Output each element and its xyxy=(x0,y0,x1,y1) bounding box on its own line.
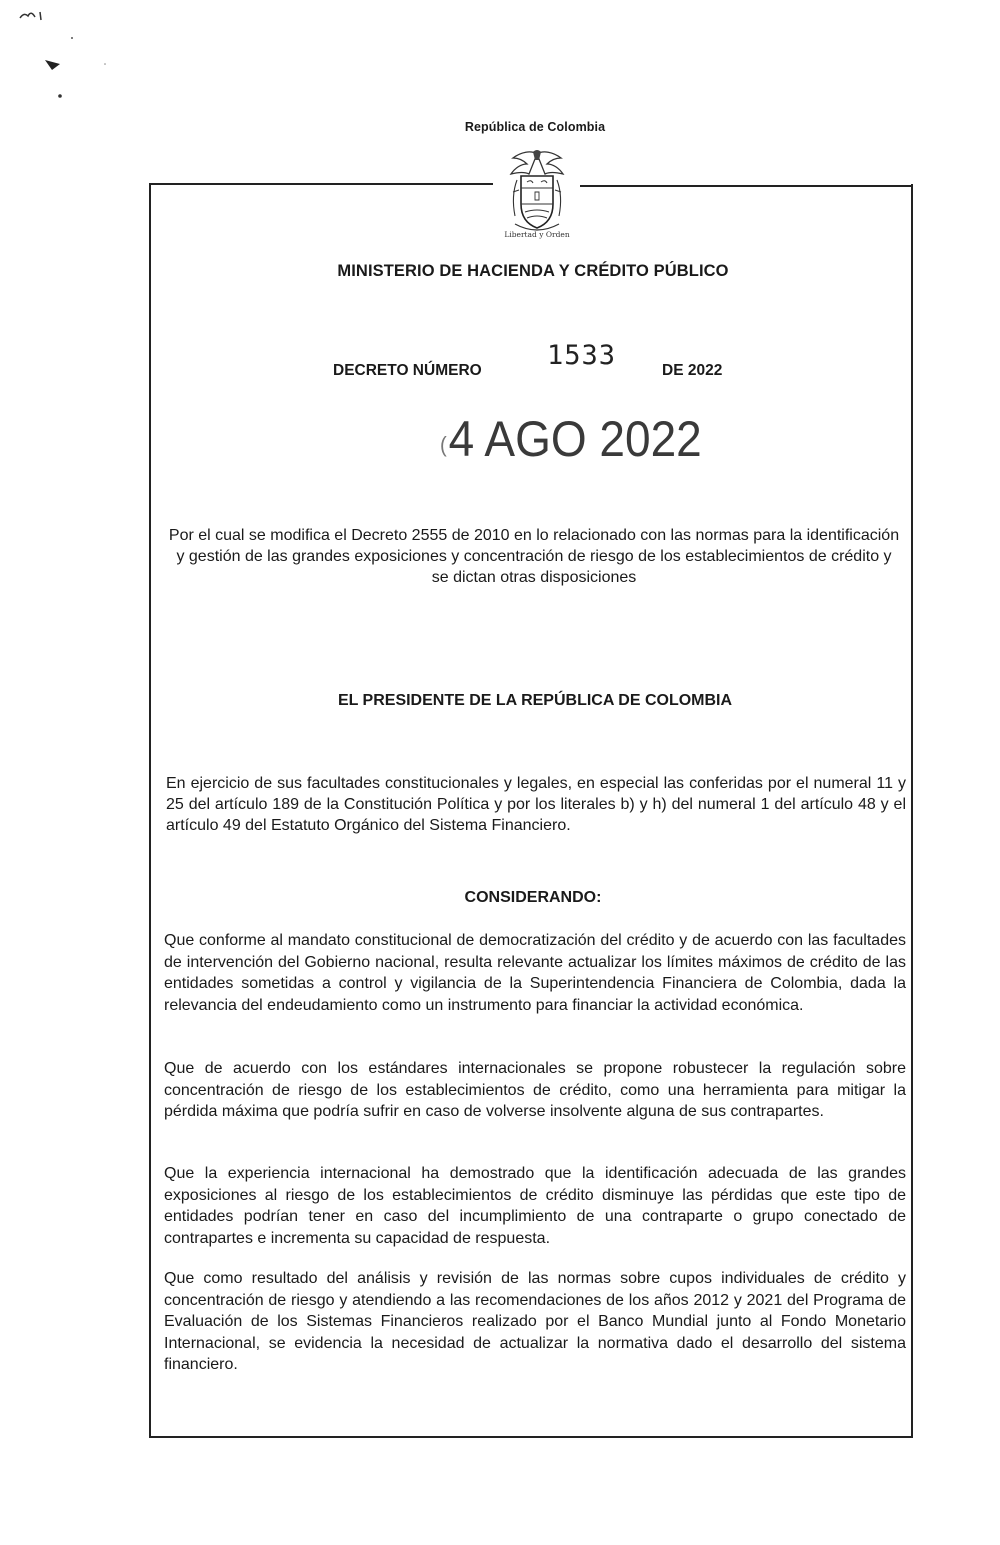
decree-subject: Por el cual se modifica el Decreto 2555 de 2010 en lo relacionado con las normas para la identificación y gestión de las grandes exposiciones y concentración de riesgo de los establecimientos de crédito y se dictan otras disposiciones xyxy=(168,527,900,586)
ministry-name: MINISTERIO DE HACIENDA Y CRÉDITO PÚBLICO xyxy=(337,262,729,280)
date-stamp-text: 4 AGO 2022 xyxy=(448,411,702,467)
scan-specks xyxy=(0,0,120,120)
considerando-paragraph: Que la experiencia internacional ha demostrado que la identificación adecuada de las grandes exposiciones al riesgo de los establecimientos de crédito disminuye las pérdidas que este tipo de entidades podrían tener en caso del incumplimiento de una contraparte o grupo conectado de contrapartes e incrementa su capacidad de respuesta. xyxy=(164,1165,906,1247)
considerando-paragraph: Que como resultado del análisis y revisión de las normas sobre cupos individuales de crédito y concentración de riesgo y atendiendo a las recomendaciones de los años 2012 y 2021 del Programa de Evaluación de los Sistemas Financieros realizado por el Banco Mundial junto al Fondo Monetario Internacional, se evidencia la necesidad de actualizar la normativa dado el desarrollo del sistema financiero. xyxy=(164,1270,906,1373)
seal-motto: Libertad y Orden xyxy=(504,230,570,239)
country-label: República de Colombia xyxy=(464,120,606,134)
issuer-heading: EL PRESIDENTE DE LA REPÚBLICA DE COLOMBIA xyxy=(337,692,733,709)
considerando-paragraph: Que conforme al mandato constitucional de democratización del crédito y de acuerdo con las facultades de intervención del Gobierno nacional, resulta relevante actualizar los límites máximos de crédito de las entidades sometidas a control y vigilancia de la Superintendencia Financiera de Colombia, dada la relevancia del endeudamiento como un instrumento para financiar la actividad económica. xyxy=(164,932,906,1014)
date-stamp xyxy=(440,410,702,468)
decree-label: DECRETO NÚMERO xyxy=(333,362,482,379)
considerando-heading: CONSIDERANDO: xyxy=(464,889,602,906)
faculties-paragraph: En ejercicio de sus facultades constitucionales y legales, en especial las conferidas por el numeral 11 y 25 del artículo 189 de la Constitución Política y por los literales b) y h) del numeral 1 del artículo 48 y el artículo 49 del Estatuto Orgánico del Sistema Financiero. xyxy=(166,775,906,834)
coat-of-arms-icon xyxy=(497,146,577,242)
considerando-paragraph: Que de acuerdo con los estándares internacionales se propone robustecer la regulación sobre concentración de riesgo de los establecimientos de crédito, como una herramienta para mitigar la pérdida máxima que podría sufrir en caso de volverse insolvente alguna de sus contrapartes. xyxy=(164,1060,906,1120)
decree-number-row xyxy=(0,340,1000,390)
decree-number: 1533 xyxy=(547,340,617,371)
date-stamp-paren: ( xyxy=(440,432,447,457)
decree-year: DE 2022 xyxy=(662,362,723,379)
